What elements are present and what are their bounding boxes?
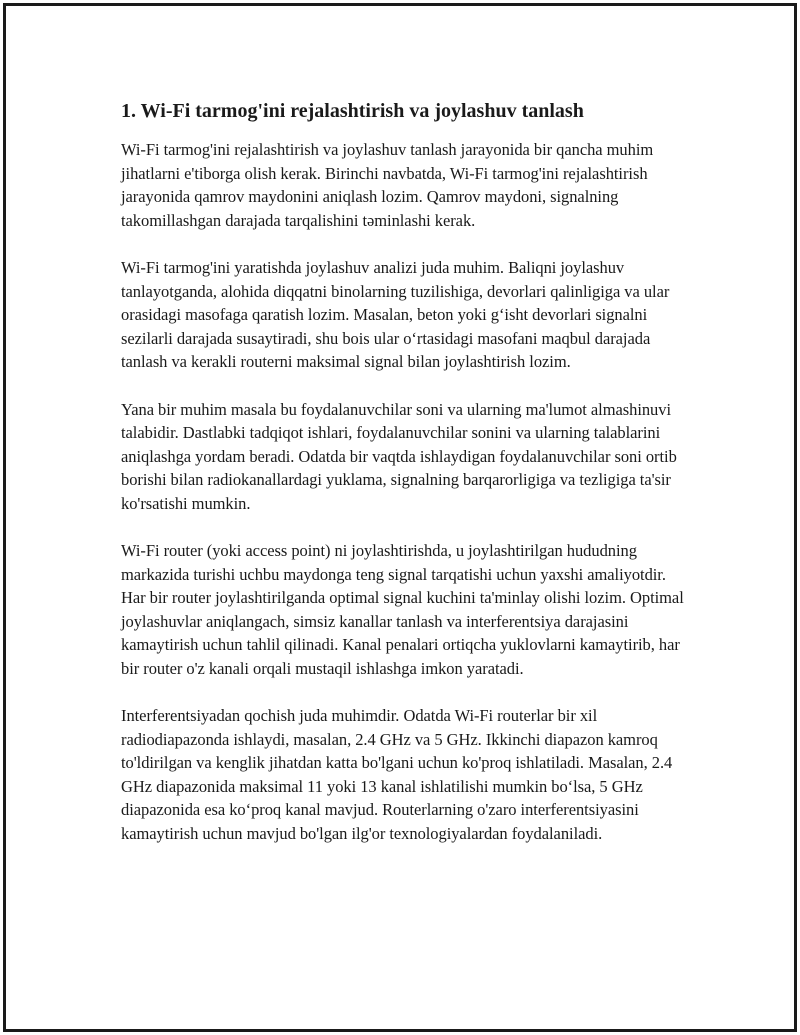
paragraph-1: Wi-Fi tarmog'ini rejalashtirish va joylashuv tanlash jarayonida bir qancha muhim jihatlarni e'tiborga olish kerak. Birinchi navbatda, Wi-Fi tarmog'ini rejalashtirish jarayonida qamrov maydonini aniqlash lozim. Qamrov maydoni, signalning takomillashgan darajada tarqalishini təminlashi kerak. [121,140,654,230]
document-body [121,96,691,869]
paragraph-5: Interferentsiyadan qochish juda muhimdir. Odatda Wi-Fi routerlar bir xil radiodiapazonda ishlaydi, masalan, 2.4 GHz va 5 GHz. Ikkinchi diapazon kamroq to'ldirilgan va kenglik jihatdan katta bo'lgani uchun ko'proq ishlatiladi. Masalan, 2.4 GHz diapazonida maksimal 11 yoki 13 kanal ishlatilishi mumkin bo‘lsa, 5 GHz diapazonida esa ko‘proq kanal mavjud. Routerlarning o'zaro interferentsiyasini kamaytirish uchun mavjud bo'lgan ilg'or texnologiyalardan foydalaniladi. [121,706,673,843]
page-frame [3,3,797,1032]
section-title: 1. Wi-Fi tarmog'ini rejalashtirish va joylashuv tanlash [121,100,584,122]
paragraph-2: Wi-Fi tarmog'ini yaratishda joylashuv analizi juda muhim. Baliqni joylashuv tanlayotganda, alohida diqqatni binolarning tuzilishiga, devorlari qalinligiga va ular orasidagi masofaga qaratish lozim. Masalan, beton yoki g‘isht devorlari signalni sezilarli darajada susaytiradi, shu bois ular o‘rtasidagi masofani maqbul darajada tanlash va kerakli routerni maksimal signal bilan joylashtirish lozim. [121,258,670,371]
paragraph-3: Yana bir muhim masala bu foydalanuvchilar soni va ularning ma'lumot almashinuvi talabidir. Dastlabki tadqiqot ishlari, foydalanuvchilar sonini va ularning talablarini aniqlashga yordam beradi. Odatda bir vaqtda ishlaydigan foydalanuvchilar soni ortib borishi bilan radiokanallardagi yuklama, signalning barqarorligiga va tezligiga ta'sir ko'rsatishi mumkin. [121,399,677,513]
paragraph-4: Wi-Fi router (yoki access point) ni joylashtirishda, u joylashtirilgan hududning markazida turishi uchbu maydonga teng signal tarqatishi uchun yaxshi amaliyotdir. Har bir router joylashtirilganda optimal signal kuchini ta'minlay olishi lozim. Optimal joylashuvlar aniqlangach, simsiz kanallar tanlash va interferentsiya darajasini kamaytirish uchun tahlil qilinadi. Kanal penalari ortiqcha yuklovlarni kamaytirib, har bir router o'z kanali orqali mustaqil ishlashga imkon yaratadi. [121,541,684,678]
